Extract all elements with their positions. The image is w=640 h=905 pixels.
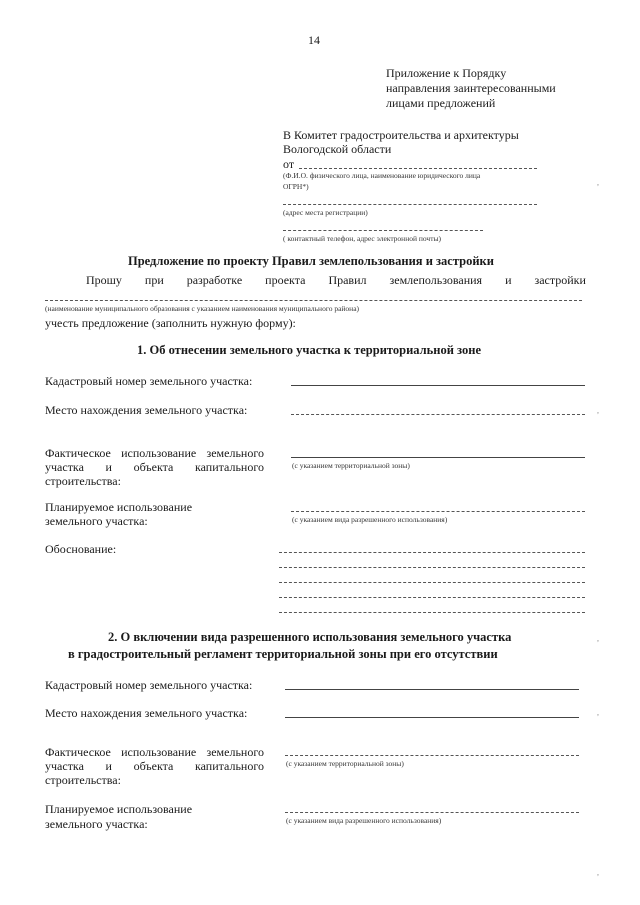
word: и	[105, 759, 112, 773]
s1-justification-field[interactable]	[279, 567, 585, 568]
s1-justification-field[interactable]	[279, 582, 585, 583]
s2-cadastral-field[interactable]	[285, 689, 579, 690]
s2-actual-use-label-3: строительства:	[45, 773, 121, 787]
s2-actual-use-label-1	[45, 745, 264, 759]
address-field-line[interactable]	[283, 204, 537, 205]
s2-actual-use-hint: (с указанием территориальной зоны)	[286, 759, 404, 768]
from-label: от	[283, 157, 295, 171]
appendix-line-2: направления заинтересованными	[386, 81, 556, 95]
s2-planned-use-label-2: земельного участка:	[45, 817, 148, 831]
from-field-line[interactable]	[299, 168, 537, 169]
recipient-line-1: В Комитет градостроительства и архитектуры	[283, 128, 519, 142]
section-1-heading: 1. Об отнесении земельного участка к территориальной зоне	[137, 343, 481, 357]
hint-fio-2: ОГРН*)	[283, 182, 309, 191]
request-word: проекта	[265, 273, 306, 287]
s1-planned-use-hint: (с указанием вида разрешенного использования)	[292, 515, 448, 524]
s1-planned-use-label-1: Планируемое использование	[45, 500, 193, 514]
request-line	[86, 273, 586, 287]
word: участка	[45, 460, 84, 474]
s2-actual-use-field[interactable]	[285, 755, 579, 756]
s2-actual-use-label-2	[45, 759, 264, 773]
margin-mark: ,	[597, 406, 599, 415]
s1-planned-use-label-2: земельного участка:	[45, 514, 148, 528]
word: использование	[121, 446, 197, 460]
request-word: и	[505, 273, 512, 287]
s2-planned-use-hint: (с указанием вида разрешенного использования)	[286, 816, 442, 825]
s1-actual-use-label-1	[45, 446, 264, 460]
s1-location-label: Место нахождения земельного участка:	[45, 403, 248, 417]
word: объекта	[133, 460, 174, 474]
hint-address: (адрес места регистрации)	[283, 208, 368, 217]
request-word: при	[144, 273, 164, 287]
s2-cadastral-label: Кадастровый номер земельного участка:	[45, 678, 253, 692]
s1-actual-use-field[interactable]	[291, 457, 585, 458]
margin-mark: ,	[597, 634, 599, 643]
request-word: разработке	[186, 273, 243, 287]
hint-contacts: ( контактный телефон, адрес электронной почты)	[283, 234, 442, 243]
s1-actual-use-label-3: строительства:	[45, 474, 121, 488]
recipient-line-2: Вологодской области	[283, 142, 392, 156]
word: участка	[45, 759, 84, 773]
municipality-field-line[interactable]	[45, 300, 582, 301]
s1-actual-use-label-2	[45, 460, 264, 474]
s1-cadastral-field[interactable]	[291, 385, 585, 386]
s2-planned-use-field[interactable]	[285, 812, 579, 813]
document-title: Предложение по проекту Правил землепользования и застройки	[128, 254, 494, 268]
s1-justification-label: Обоснование:	[45, 542, 117, 556]
word: объекта	[133, 759, 174, 773]
margin-mark: ,	[597, 868, 599, 877]
s1-justification-field[interactable]	[279, 612, 585, 613]
word: Фактическое	[45, 446, 111, 460]
s2-location-label: Место нахождения земельного участка:	[45, 706, 248, 720]
word: Фактическое	[45, 745, 111, 759]
word: земельного	[206, 446, 264, 460]
request-continuation: учесть предложение (заполнить нужную форму):	[45, 316, 296, 330]
request-word: Правил	[328, 273, 367, 287]
s2-planned-use-label-1: Планируемое использование	[45, 802, 193, 816]
request-word: землепользования	[389, 273, 483, 287]
margin-mark: ,	[597, 178, 599, 187]
s1-location-field[interactable]	[291, 414, 585, 415]
word: и	[105, 460, 112, 474]
hint-fio-1: (Ф.И.О. физического лица, наименование юридического лица	[283, 171, 481, 180]
s2-location-field[interactable]	[285, 717, 579, 718]
s1-planned-use-field[interactable]	[291, 511, 585, 512]
word: земельного	[206, 745, 264, 759]
word: использование	[121, 745, 197, 759]
contacts-field-line[interactable]	[283, 230, 483, 231]
appendix-line-1: Приложение к Порядку	[386, 66, 507, 80]
municipality-hint: (наименование муниципального образования с указанием наименования муниципального района)	[45, 304, 360, 313]
s1-justification-field[interactable]	[279, 552, 585, 553]
s1-justification-field[interactable]	[279, 597, 585, 598]
request-word: застройки	[534, 273, 586, 287]
word: капитального	[194, 460, 264, 474]
word: капитального	[194, 759, 264, 773]
s1-actual-use-hint: (с указанием территориальной зоны)	[292, 461, 410, 470]
page-number: 14	[308, 33, 320, 47]
margin-mark: ,	[597, 708, 599, 717]
appendix-line-3: лицами предложений	[386, 96, 496, 110]
request-word: Прошу	[86, 273, 122, 287]
section-2-heading-1: 2. О включении вида разрешенного использования земельного участка	[108, 630, 512, 644]
s1-cadastral-label: Кадастровый номер земельного участка:	[45, 374, 253, 388]
section-2-heading-2: в градостроительный регламент территориальной зоны при его отсутствии	[68, 647, 498, 661]
